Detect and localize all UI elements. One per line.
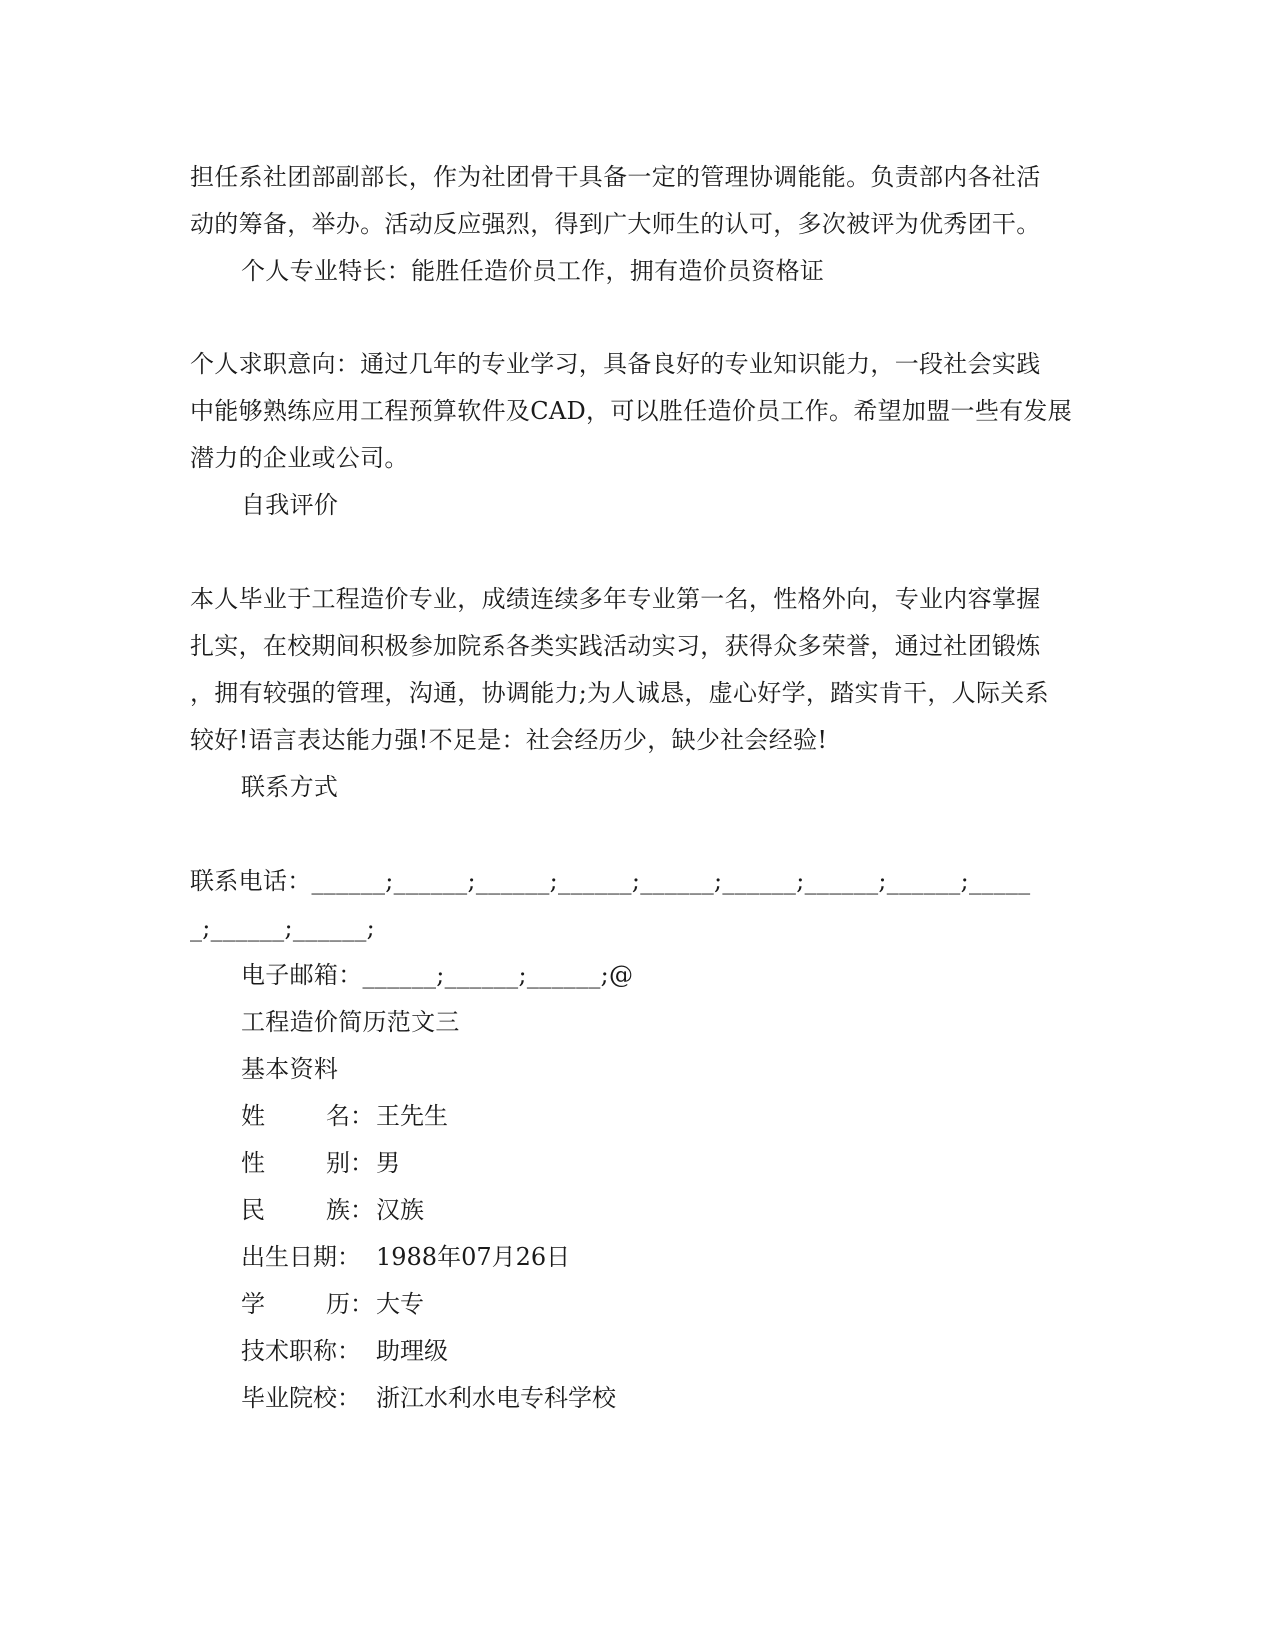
field-label-ethnicity: 民 族： (241, 1196, 375, 1224)
field-label-title: 技术职称： (241, 1337, 361, 1365)
field-label-school: 毕业院校： (241, 1384, 361, 1412)
phone-line-1: 联系电话：______;______;______;______;______;______;______;______;_____ (190, 867, 1031, 895)
field-label-name: 姓 名： (241, 1102, 375, 1130)
field-value-title: 助理级 (376, 1337, 448, 1365)
field-value-ethnicity: 汉族 (376, 1196, 424, 1224)
field-value-school: 浙江水利水电专科学校 (376, 1384, 616, 1412)
email-line: 电子邮箱：______;______;______;@ (241, 961, 634, 989)
intent-line-2: 中能够熟练应用工程预算软件及CAD，可以胜任造价员工作。希望加盟一些有发展 (190, 397, 1073, 425)
contact-heading: 联系方式 (241, 773, 339, 801)
field-label-birthdate: 出生日期： (241, 1243, 361, 1271)
self-eval-line-3: ，拥有较强的管理，沟通，协调能力;为人诚恳，虚心好学，踏实肯干，人际关系 (190, 679, 1049, 707)
self-eval-line-4: 较好!语言表达能力强!不足是：社会经历少，缺少社会经验! (190, 726, 828, 754)
phone-line-2: _;______;______; (190, 914, 376, 942)
self-eval-line-1: 本人毕业于工程造价专业，成绩连续多年专业第一名，性格外向，专业内容掌握 (190, 585, 1041, 613)
paragraph-club-line-1: 担任系社团部副部长，作为社团骨干具备一定的管理协调能能。负责部内各社活 (190, 163, 1041, 191)
self-eval-line-2: 扎实，在校期间积极参加院系各类实践活动实习，获得众多荣誉，通过社团锻炼 (190, 632, 1041, 660)
basic-info-heading: 基本资料 (241, 1055, 339, 1083)
intent-line-3: 潜力的企业或公司。 (190, 444, 409, 472)
field-value-gender: 男 (376, 1149, 400, 1177)
specialty-line: 个人专业特长：能胜任造价员工作，拥有造价员资格证 (241, 257, 825, 285)
paragraph-club-line-2: 动的筹备，举办。活动反应强烈，得到广大师生的认可，多次被评为优秀团干。 (190, 210, 1041, 238)
section-title: 工程造价简历范文三 (241, 1008, 460, 1036)
field-value-name: 王先生 (376, 1102, 448, 1130)
field-label-gender: 性 别： (241, 1149, 375, 1177)
field-label-education: 学 历： (241, 1290, 375, 1318)
field-value-education: 大专 (376, 1290, 424, 1318)
intent-line-1: 个人求职意向：通过几年的专业学习，具备良好的专业知识能力，一段社会实践 (190, 350, 1041, 378)
field-value-birthdate: 1988年07月26日 (376, 1243, 571, 1271)
self-eval-heading: 自我评价 (241, 491, 339, 519)
